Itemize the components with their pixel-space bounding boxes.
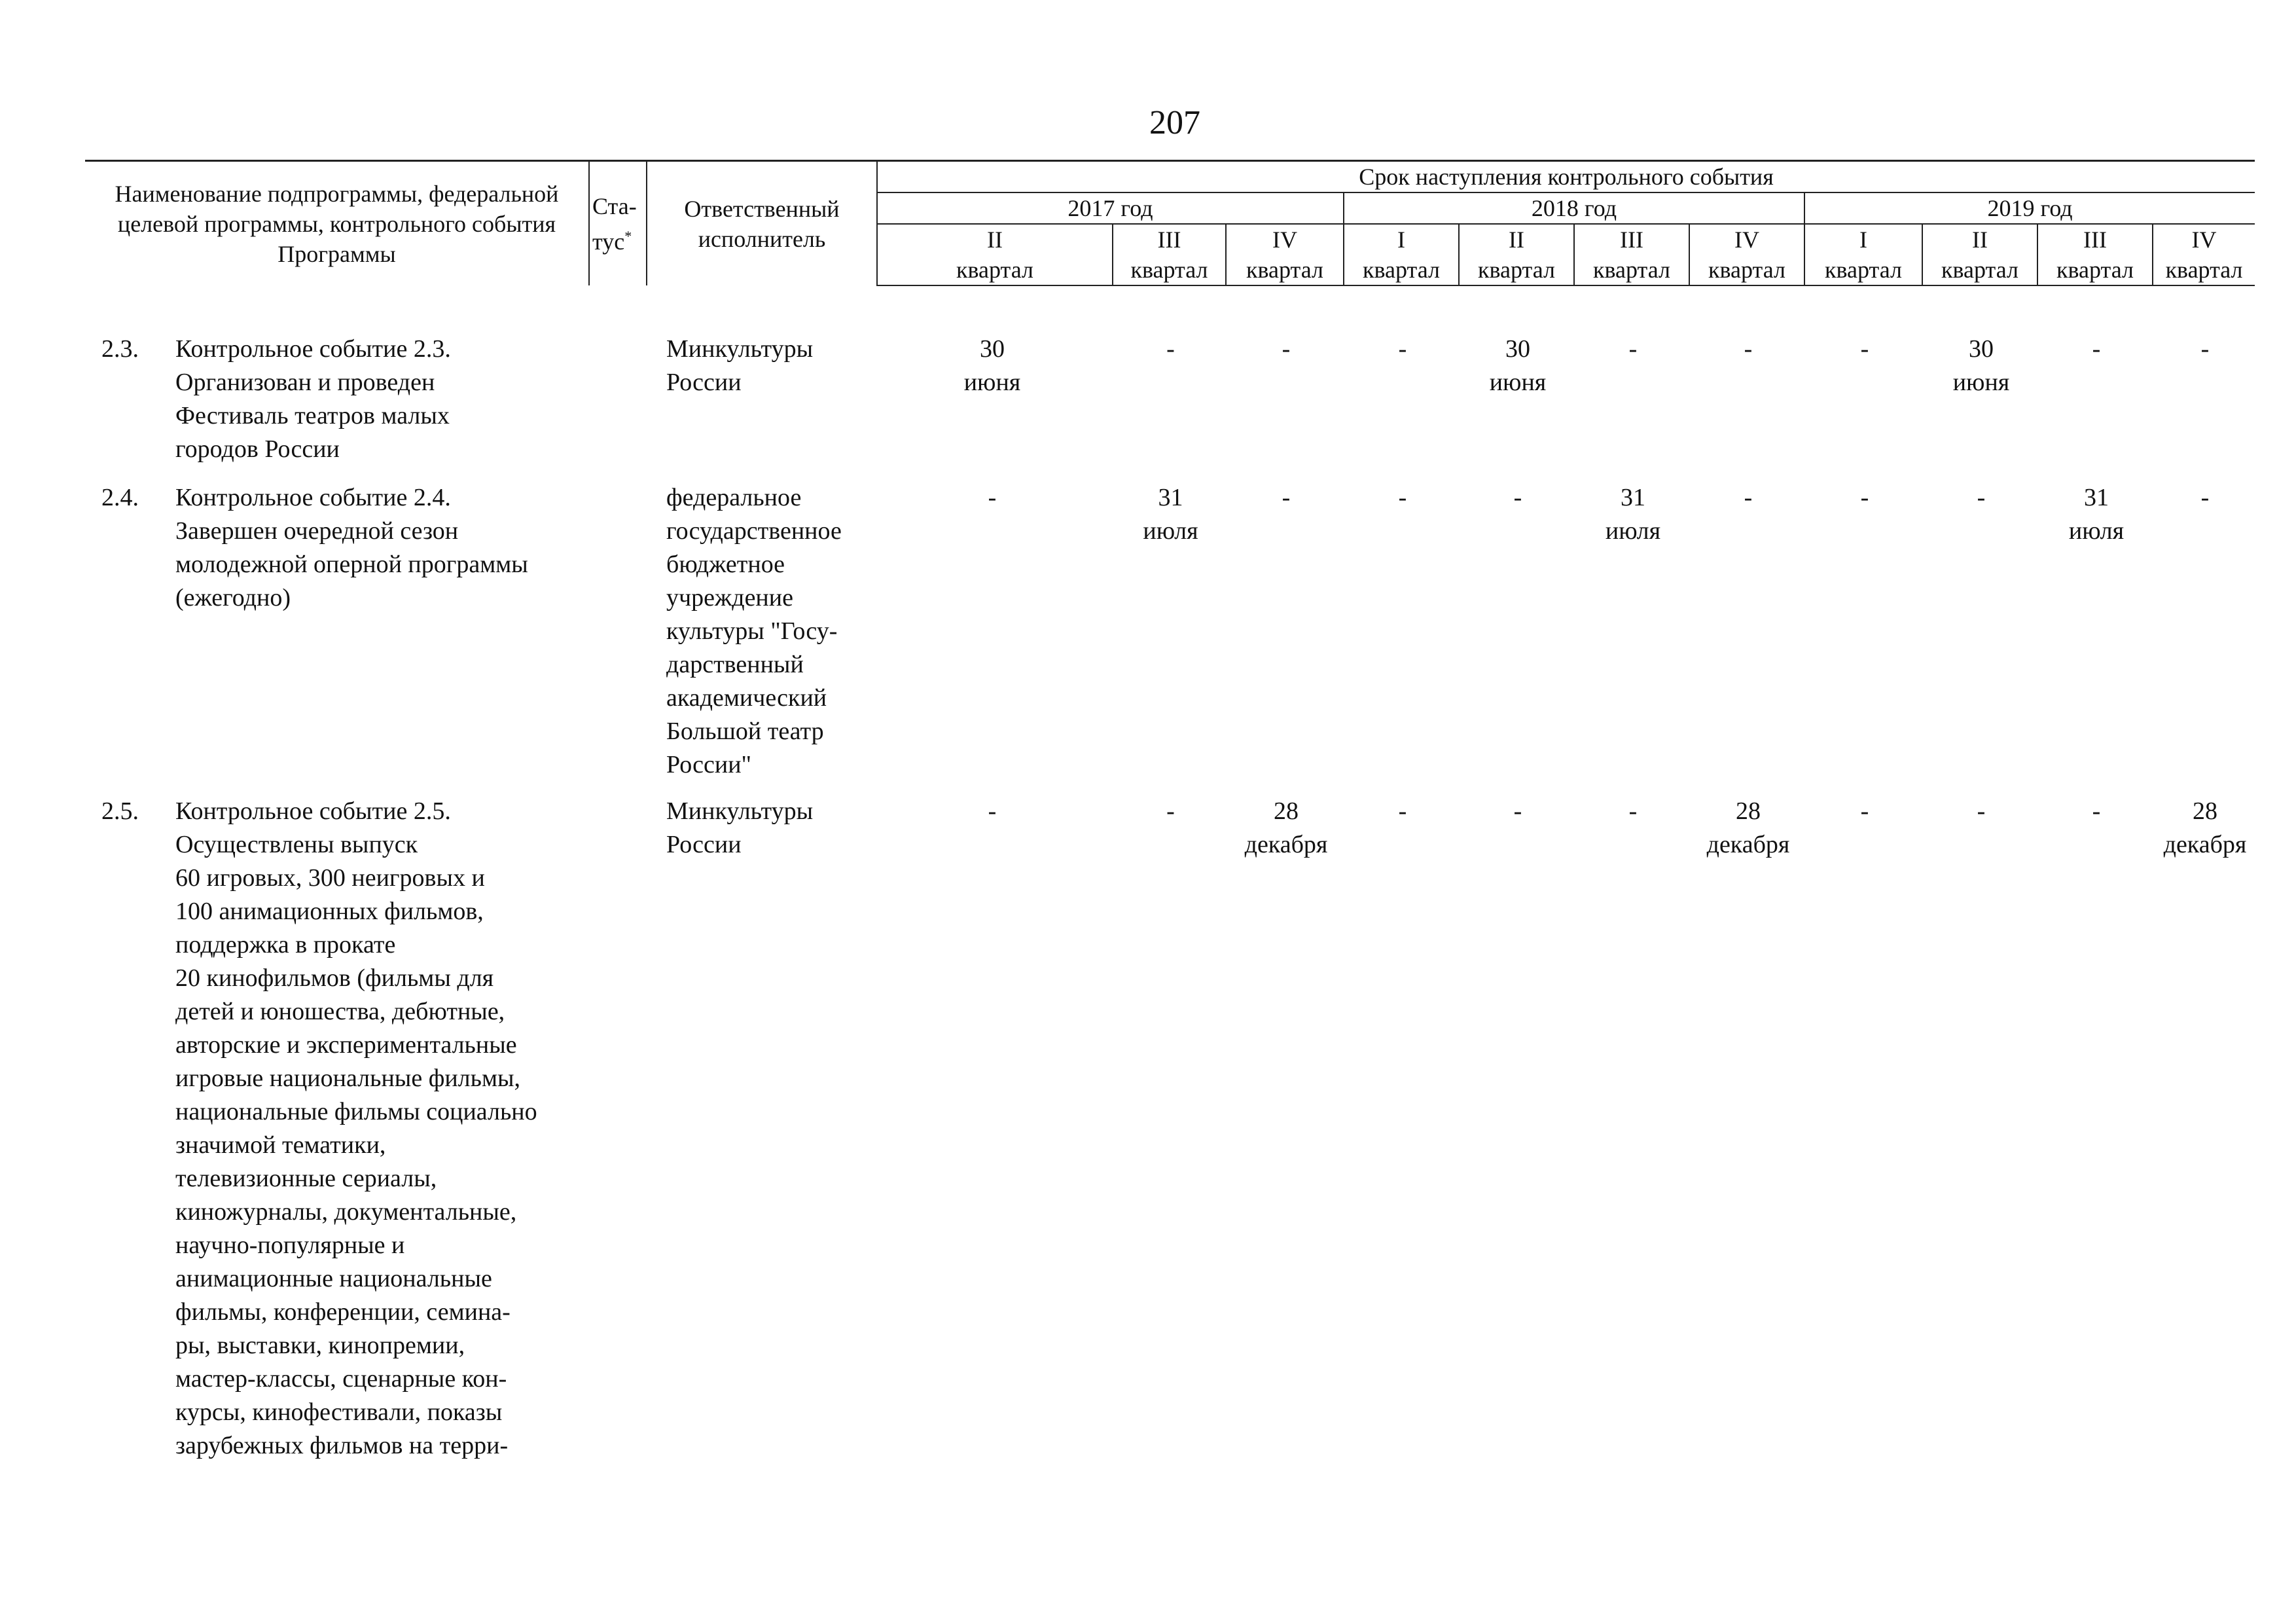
deadline-cell: - [1860,335,1869,363]
deadline-cell: - [2200,335,2210,363]
quarter-numeral: III [1113,224,1226,255]
deadline-cell: - [1398,797,1407,825]
quarter-numeral: III [2037,224,2153,255]
row-number: 2.3. [101,335,139,363]
quarter-word: квартал [1226,255,1344,285]
quarter-word: квартал [1689,255,1804,285]
header-responsible-column: Ответственный исполнитель [647,161,877,286]
deadline-cell: 31 июля [1605,484,1661,545]
deadline-cell: - [1398,335,1407,363]
deadline-cell: - [1977,484,1986,511]
header-year-2018: 2018 год [1344,192,1804,224]
deadline-cell: - [988,484,997,511]
deadline-cell: - [1744,484,1753,511]
event-name: Контрольное событие 2.4. Завершен очередной сезон молодежной оперной программы (ежегодно) [175,484,528,611]
deadline-cell: - [1166,797,1175,825]
responsible-executor: Минкультуры России [666,797,814,858]
deadline-cell: - [1282,484,1291,511]
quarter-numeral: IV [1689,224,1804,255]
deadline-cell: - [1398,484,1407,511]
responsible-executor: Минкультуры России [666,335,814,396]
header-name-column: Наименование подпрограммы, федеральной целевой программы, контрольного события Программы [85,161,589,286]
deadline-cell: 30 июня [1489,335,1547,396]
quarter-word: квартал [1922,255,2037,285]
deadline-cell: - [1282,335,1291,363]
deadline-cell: - [1513,797,1522,825]
deadline-cell: - [2092,797,2101,825]
deadline-cell: - [2092,335,2101,363]
quarter-word: квартал [1459,255,1574,285]
page-number: 207 [1149,104,1200,141]
deadline-cell: - [1513,484,1522,511]
quarter-numeral: II [877,224,1113,255]
header-year-2019: 2019 год [1804,192,2255,224]
row-number: 2.5. [101,797,139,825]
deadline-cell: 30 июня [963,335,1021,396]
quarter-word: квартал [877,255,1113,285]
quarter-word: квартал [1344,255,1459,285]
deadline-cell: - [1860,484,1869,511]
deadline-cell: 31 июля [1143,484,1198,545]
deadline-cell: - [1628,797,1638,825]
quarter-numeral: I [1344,224,1459,255]
quarter-word: квартал [1113,255,1226,285]
quarter-numeral: IV [2153,224,2255,255]
row-number: 2.4. [101,484,139,511]
deadline-cell: - [1744,335,1753,363]
quarter-word: квартал [1574,255,1689,285]
event-name: Контрольное событие 2.3. Организован и проведен Фестиваль театров малых городов России [175,335,451,463]
schedule-table-header [85,160,2255,286]
deadline-cell: - [2200,484,2210,511]
deadline-cell: 28 декабря [1244,797,1328,858]
deadline-cell: 28 декабря [1706,797,1790,858]
deadline-cell: 30 июня [1952,335,2010,396]
deadline-cell: - [988,797,997,825]
quarter-numeral: II [1459,224,1574,255]
quarter-word: квартал [2153,255,2255,285]
header-year-2017: 2017 год [877,192,1344,224]
quarter-word: квартал [2037,255,2153,285]
deadline-cell: 28 декабря [2163,797,2247,858]
header-status-column [589,161,647,286]
header-deadline-title: Срок наступления контрольного события [877,161,2255,193]
event-name: Контрольное событие 2.5. Осуществлены выпуск 60 игровых, 300 неигровых и 100 анимационных фильмов, поддержка в прокате 20 кинофильмов (фильмы для детей и юношества, дебютные, авторские и экспериментальные игровые национальные фильмы, национальные фильмы социально значимой тематики, телевизионные сериалы, киножурналы, документальные, научно-популярные и анимационные национальные фильмы, конференции, семина- ры, выставки, кинопремии, мастер-классы, сценарные кон- курсы, кинофестивали, показы зарубежных фильмов на терри- [175,797,537,1459]
header-status-label: Ста-тус [592,192,637,255]
quarter-numeral: II [1922,224,2037,255]
deadline-cell: - [1977,797,1986,825]
responsible-executor: федеральное государственное бюджетное учреждение культуры "Госу- дарственный академический Большой театр России" [666,484,842,778]
deadline-cell: - [1166,335,1175,363]
quarter-numeral: III [1574,224,1689,255]
quarter-numeral: I [1804,224,1922,255]
quarter-numeral: IV [1226,224,1344,255]
deadline-cell: 31 июля [2068,484,2125,545]
quarter-word: квартал [1804,255,1922,285]
deadline-cell: - [1860,797,1869,825]
status-footnote-mark: * [624,227,632,244]
deadline-cell: - [1628,335,1638,363]
